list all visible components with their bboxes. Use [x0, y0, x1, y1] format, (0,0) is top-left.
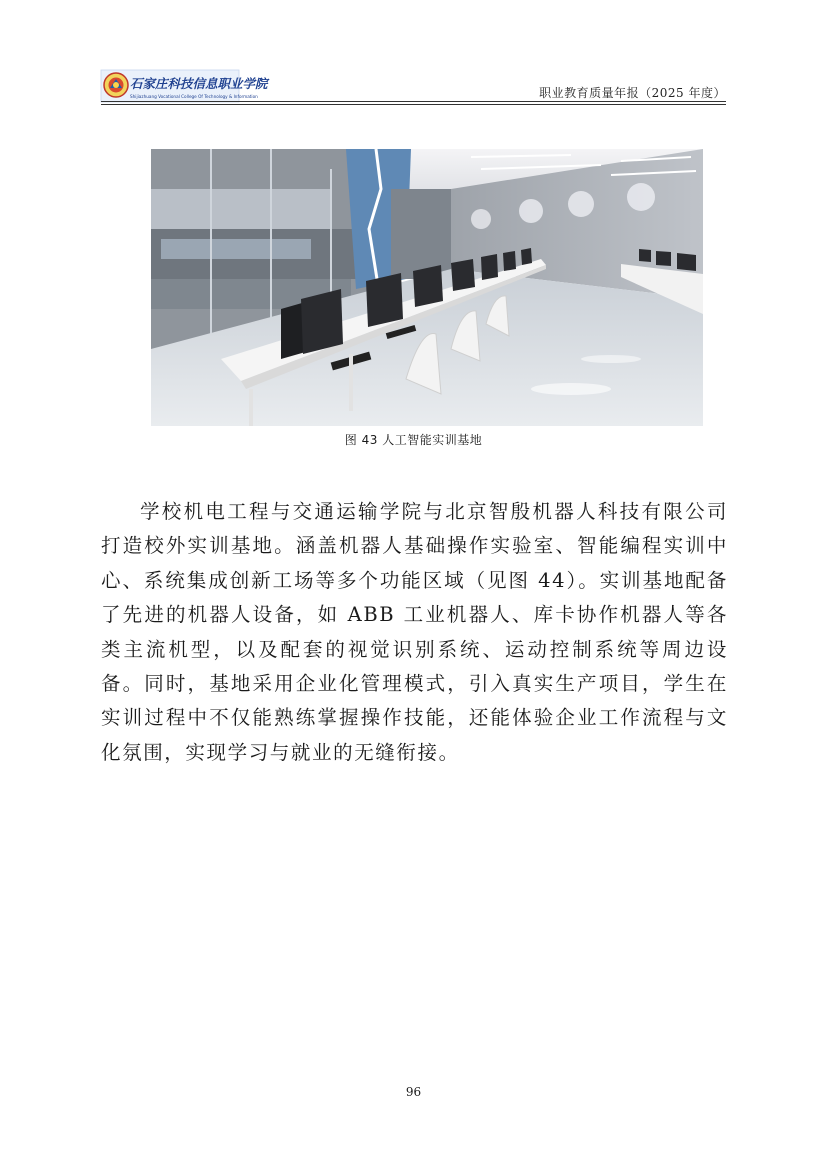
- figure-caption: 图 43 人工智能实训基地: [344, 433, 483, 447]
- svg-text:Shijiazhuang Vocational Colleg: Shijiazhuang Vocational College Of Technology & Information: [130, 94, 258, 99]
- ai-training-lab-photo: [151, 149, 703, 426]
- body-paragraph: 学校机电工程与交通运输学院与北京智殷机器人科技有限公司打造校外实训基地。涵盖机器人基础操作实验室、智能编程实训中心、系统集成创新工场等多个功能区域（见图 44）。实训基地配备了先进的机器人设备，如 ABB 工业机器人、库卡协作机器人等各类主流机型，以及配套的视觉识别系统、运动控制系统等周边设备。同时，基地采用企业化管理模式，引入真实生产项目，学生在实训过程中不仅能熟练掌握操作技能，还能体验企业工作流程与文化氛围，实现学习与就业的无缝衔接。: [101, 500, 728, 764]
- header-rule: [101, 101, 726, 102]
- college-logo: [101, 70, 268, 102]
- svg-text:石家庄科技信息职业学院: 石家庄科技信息职业学院: [130, 76, 268, 91]
- page-number: 96: [405, 1085, 422, 1099]
- header-rule-thin: [101, 104, 726, 105]
- report-title: 职业教育质量年报（2025 年度）: [539, 86, 726, 100]
